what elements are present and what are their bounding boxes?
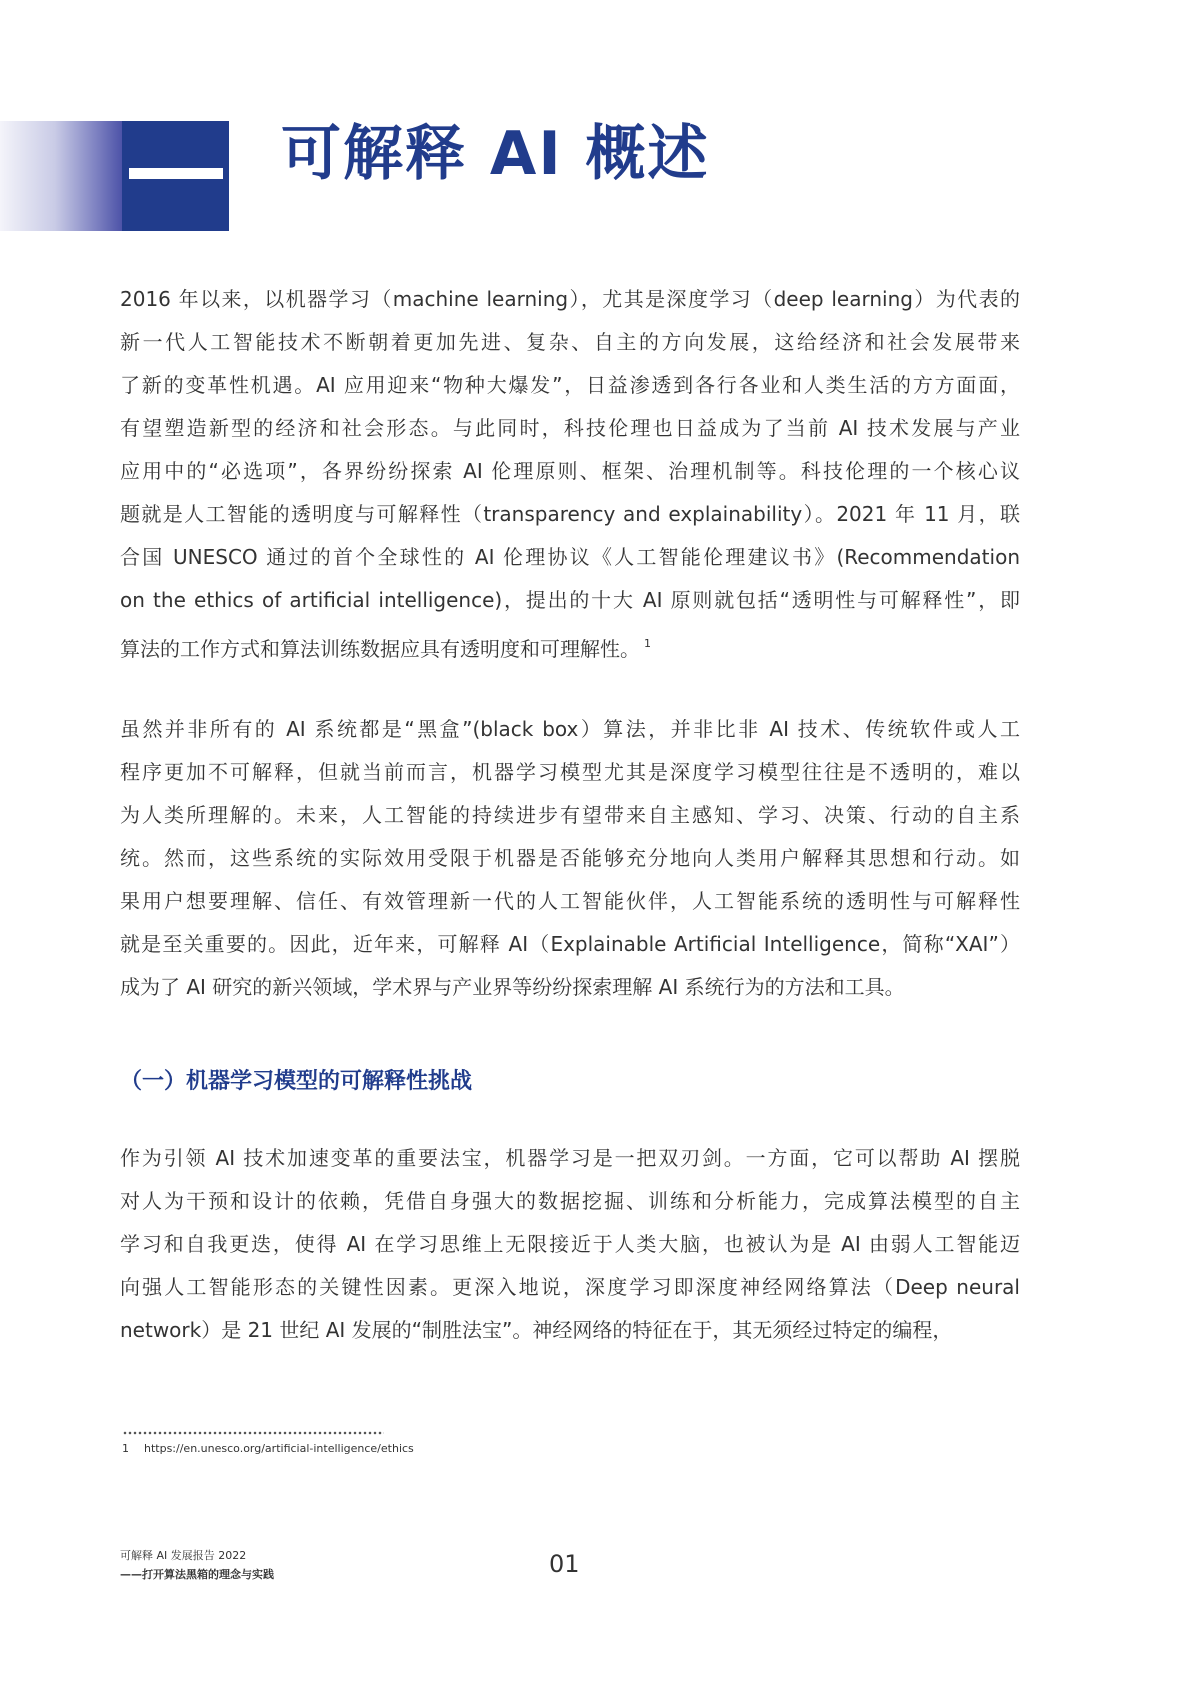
paragraph-line: 合国 UNESCO 通过的首个全球性的 AI 伦理协议《人工智能伦理建议书》(Recommendation	[120, 545, 1020, 569]
paragraph-line: 统。然而，这些系统的实际效用受限于机器是否能够充分地向人类用户解释其思想和行动。如	[120, 846, 1020, 870]
body-paragraph-1	[120, 278, 1020, 665]
paragraph-line: 新一代人工智能技术不断朝着更加先进、复杂、自主的方向发展，这给经济和社会发展带来	[120, 330, 1020, 354]
paragraph-line: 学习和自我更迭，使得 AI 在学习思维上无限接近于人类大脑，也被认为是 AI 由弱人工智能迈	[120, 1232, 1020, 1256]
page-number: 01	[549, 1550, 580, 1578]
section-heading: （一）机器学习模型的可解释性挑战	[120, 1069, 473, 1094]
paragraph-line: 就是至关重要的。因此，近年来，可解释 AI（Explainable Artificial Intelligence，简称“XAI”）	[120, 932, 1020, 956]
footer-report-info	[120, 1546, 274, 1584]
paragraph-line: 2016 年以来，以机器学习（machine learning），尤其是深度学习（deep learning）为代表的	[120, 287, 1020, 311]
paragraph-line: network）是 21 世纪 AI 发展的“制胜法宝”。神经网络的特征在于，其无须经过特定的编程，	[120, 1318, 953, 1342]
paragraph-line: 作为引领 AI 技术加速变革的重要法宝，机器学习是一把双刃剑。一方面，它可以帮助 AI 摆脱	[120, 1146, 1020, 1170]
footer-report-title: 可解释 AI 发展报告 2022	[120, 1549, 247, 1562]
header-gradient-band	[0, 121, 122, 231]
paragraph-line: 果用户想要理解、信任、有效管理新一代的人工智能伙伴，人工智能系统的透明性与可解释性	[120, 889, 1020, 913]
chapter-marker-dash	[129, 168, 223, 179]
footnote-link[interactable]: https://en.unesco.org/artificial-intelligence/ethics	[144, 1442, 414, 1455]
paragraph-line: 有望塑造新型的经济和社会形态。与此同时，科技伦理也日益成为了当前 AI 技术发展与产业	[120, 416, 1020, 440]
paragraph-line: 程序更加不可解释，但就当前而言，机器学习模型尤其是深度学习模型往往是不透明的，难以	[120, 760, 1020, 784]
chapter-marker-block	[122, 121, 229, 231]
footnote-divider	[122, 1430, 384, 1436]
chapter-title: 可解释 AI 概述	[281, 119, 710, 189]
paragraph-line: 成为了 AI 研究的新兴领域，学术界与产业界等纷纷探索理解 AI 系统行为的方法和工具。	[120, 975, 905, 999]
paragraph-line: on the ethics of artificial intelligence)，提出的十大 AI 原则就包括“透明性与可解释性”，即	[120, 588, 1020, 612]
paragraph-line: 了新的变革性机遇。AI 应用迎来“物种大爆发”，日益渗透到各行各业和人类生活的方方面面，	[120, 373, 1020, 397]
paragraph-line: 对人为干预和设计的依赖，凭借自身强大的数据挖掘、训练和分析能力，完成算法模型的自主	[120, 1189, 1020, 1213]
footnote	[122, 1441, 414, 1457]
footnote-reference[interactable]: 1	[644, 637, 651, 650]
body-paragraph-2	[120, 708, 1020, 1009]
paragraph-line: 题就是人工智能的透明度与可解释性（transparency and explainability）。2021 年 11 月，联	[120, 502, 1020, 526]
paragraph-line	[120, 622, 1020, 665]
paragraph-line: 向强人工智能形态的关键性因素。更深入地说，深度学习即深度神经网络算法（Deep neural	[120, 1275, 1020, 1299]
footnote-number: 1	[122, 1442, 129, 1455]
body-paragraph-3	[120, 1137, 1020, 1352]
paragraph-line: 为人类所理解的。未来，人工智能的持续进步有望带来自主感知、学习、决策、行动的自主系	[120, 803, 1020, 827]
paragraph-line: 应用中的“必选项”，各界纷纷探索 AI 伦理原则、框架、治理机制等。科技伦理的一个核心议	[120, 459, 1020, 483]
footer-report-subtitle: ——打开算法黑箱的理念与实践	[120, 1568, 274, 1581]
paragraph-line: 虽然并非所有的 AI 系统都是“黑盒”(black box）算法，并非比非 AI 技术、传统软件或人工	[120, 717, 1020, 741]
line-text: 算法的工作方式和算法训练数据应具有透明度和可理解性。	[120, 637, 640, 661]
